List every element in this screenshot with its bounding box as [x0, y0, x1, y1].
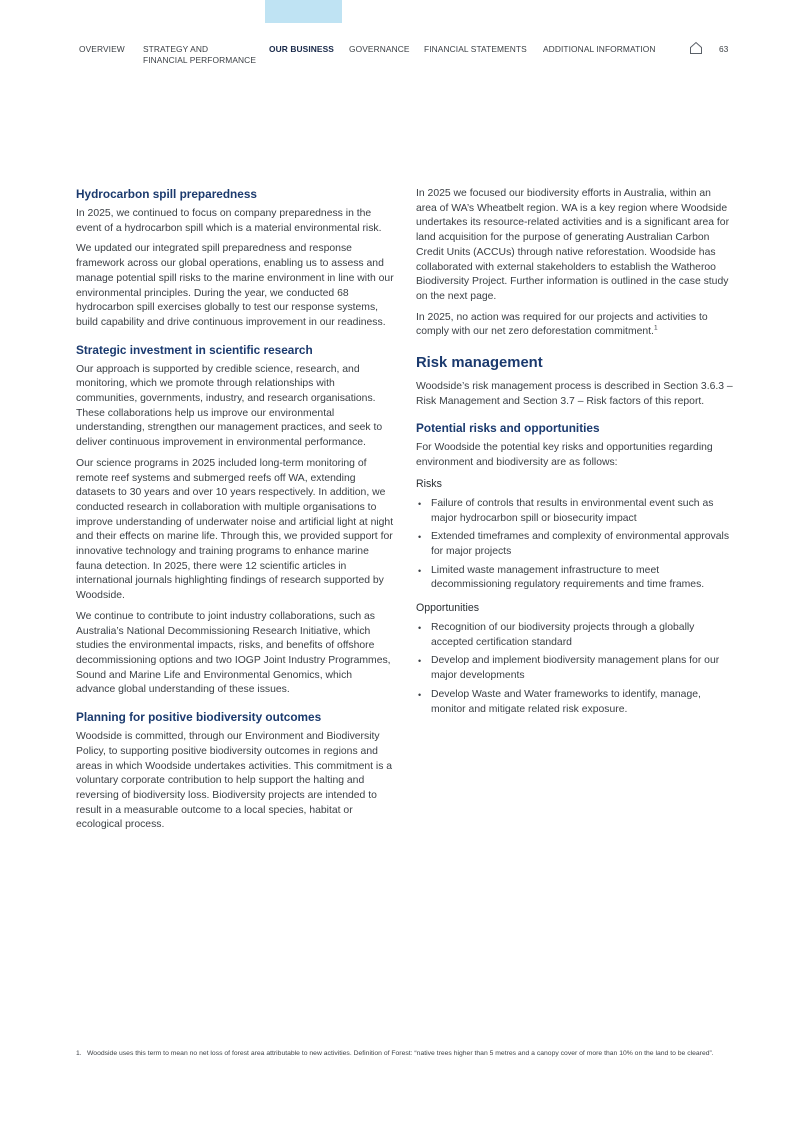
paragraph: Our science programs in 2025 included long-term monitoring of remote reef systems and submerged reefs off WA, extending datasets to 30 years and over 10 years respectively. In addition, we conducted research in collaboration with multiple organisations to improve understanding of underwater noise and artificial light at night and their effects on marine life. Through this, we provided support for innovative technology and training programs to enhance marine fauna detection. In 2025, there were 12 scientific articles in international journals highlighting findings of research supported by Woodside. [76, 457, 394, 602]
paragraph-text: In 2025, no action was required for our projects and activities to comply with our net zero deforestation commitment. [416, 311, 708, 338]
paragraph-deforestation [416, 311, 734, 340]
nav-additional-information[interactable]: ADDITIONAL INFORMATION [543, 44, 656, 54]
heading-risk-management: Risk management [416, 355, 543, 372]
paragraph: Our approach is supported by credible science, research, and monitoring, which we promote through relationships with communities, governments, industry, and research organisations. These collaborations help us improve our environmental understanding, strengthen our management practices, and seek to deliver continuous improvement in environmental performance. [76, 363, 383, 449]
nav-strategy-line2: FINANCIAL PERFORMANCE [143, 55, 257, 65]
paragraph: We continue to contribute to joint industry collaborations, such as Australia’s National Decommissioning Research Initiative, which studies the environmental impacts, risks, and benefits of offshore decommissioning options and two IOGP Joint Industry Programmes, Sound and Marine Life and Environmental Genomics, which advance global understanding of these issues. [76, 610, 391, 696]
list-item: • Extended timeframes and complexity of environmental approvals for major projects [416, 530, 734, 559]
footnote-number: 1. [76, 1050, 82, 1057]
list-item: • Develop and implement biodiversity management plans for our major developments [416, 654, 734, 683]
home-icon[interactable] [689, 41, 703, 55]
heading-scientific-research: Strategic investment in scientific research [76, 342, 313, 357]
nav-overview[interactable]: OVERVIEW [79, 44, 125, 54]
heading-potential-risks-opportunities: Potential risks and opportunities [416, 421, 600, 436]
list-item: • Failure of controls that results in environmental event such as major hydrocarbon spill or biosecurity impact [416, 497, 734, 526]
page-number: 63 [719, 44, 729, 54]
heading-positive-biodiversity: Planning for positive biodiversity outcomes [76, 710, 322, 725]
subheading-opportunities: Opportunities [416, 602, 480, 615]
nav-active-accent [265, 0, 342, 23]
paragraph: Woodside is committed, through our Environment and Biodiversity Policy, to supporting positive biodiversity outcomes in regions and areas in which Woodside undertakes activities. This commitment is a voluntary corporate contribution to help support the halting and reversing of biodiversity loss. Biodiversity projects are intended to result in a measurable outcome to a local species, habitat or ecological process. [76, 731, 393, 831]
right-column [416, 187, 734, 725]
paragraph: For Woodside the potential key risks and opportunities regarding environment and biodiversity are as follows: [416, 442, 713, 469]
paragraph: In 2025 we focused our biodiversity efforts in Australia, within an area of WA’s Wheatbelt region. WA is a key region where Woodside undertakes its resource-related activities and is a significant area for land acquisition for the purpose of generating Australian Carbon Credit Units (ACCUs) through native reforestation. Woodside has collaborated with external stakeholders to establish the Watheroo Biodiversity Project. Further information is outlined in the case study on the next page. [416, 188, 730, 302]
paragraph: In 2025, we continued to focus on company preparedness in the event of a hydrocarbon spill which is a material environmental risk. [76, 208, 382, 234]
paragraph: Woodside’s risk management process is described in Section 3.6.3 – Risk Management and Section 3.7 – Risk factors of this report. [416, 381, 733, 407]
nav-strategy-financial-performance[interactable] [143, 44, 256, 66]
nav-governance[interactable]: GOVERNANCE [349, 44, 410, 54]
list-item: • Develop Waste and Water frameworks to identify, manage, monitor and mitigate related risk exposure. [416, 688, 734, 717]
nav-strategy-line1: STRATEGY AND [143, 44, 209, 54]
opportunities-list [416, 621, 734, 717]
left-column [76, 187, 394, 839]
top-navigation [0, 44, 793, 74]
nav-our-business[interactable]: OUR BUSINESS [269, 44, 334, 54]
footnote-marker[interactable]: 1 [653, 324, 658, 332]
list-item: • Recognition of our biodiversity projects through a globally accepted certification standard [416, 621, 734, 650]
footnote-text: Woodside uses this term to mean no net loss of forest area attributable to new activities. Definition of Forest: “native trees higher than 5 metres and a canopy cover of more than 10% on the land to be cleared”. [87, 1050, 714, 1057]
heading-hydrocarbon-spill: Hydrocarbon spill preparedness [76, 187, 257, 201]
footnote [76, 1049, 726, 1058]
nav-financial-statements[interactable]: FINANCIAL STATEMENTS [424, 44, 527, 54]
list-item: • Limited waste management infrastructure to meet decommissioning regulatory requirements and time frames. [416, 564, 734, 593]
paragraph: We updated our integrated spill preparedness and response framework across our global operations, enabling us to assess and manage potential spill risks to the marine environment in line with our environmental principles. During the year, we conducted 68 hydrocarbon spill exercises globally to test our response systems, build capability and drive continuous improvement in our readiness. [76, 243, 394, 328]
subheading-risks: Risks [416, 477, 442, 490]
risks-list [416, 497, 734, 593]
